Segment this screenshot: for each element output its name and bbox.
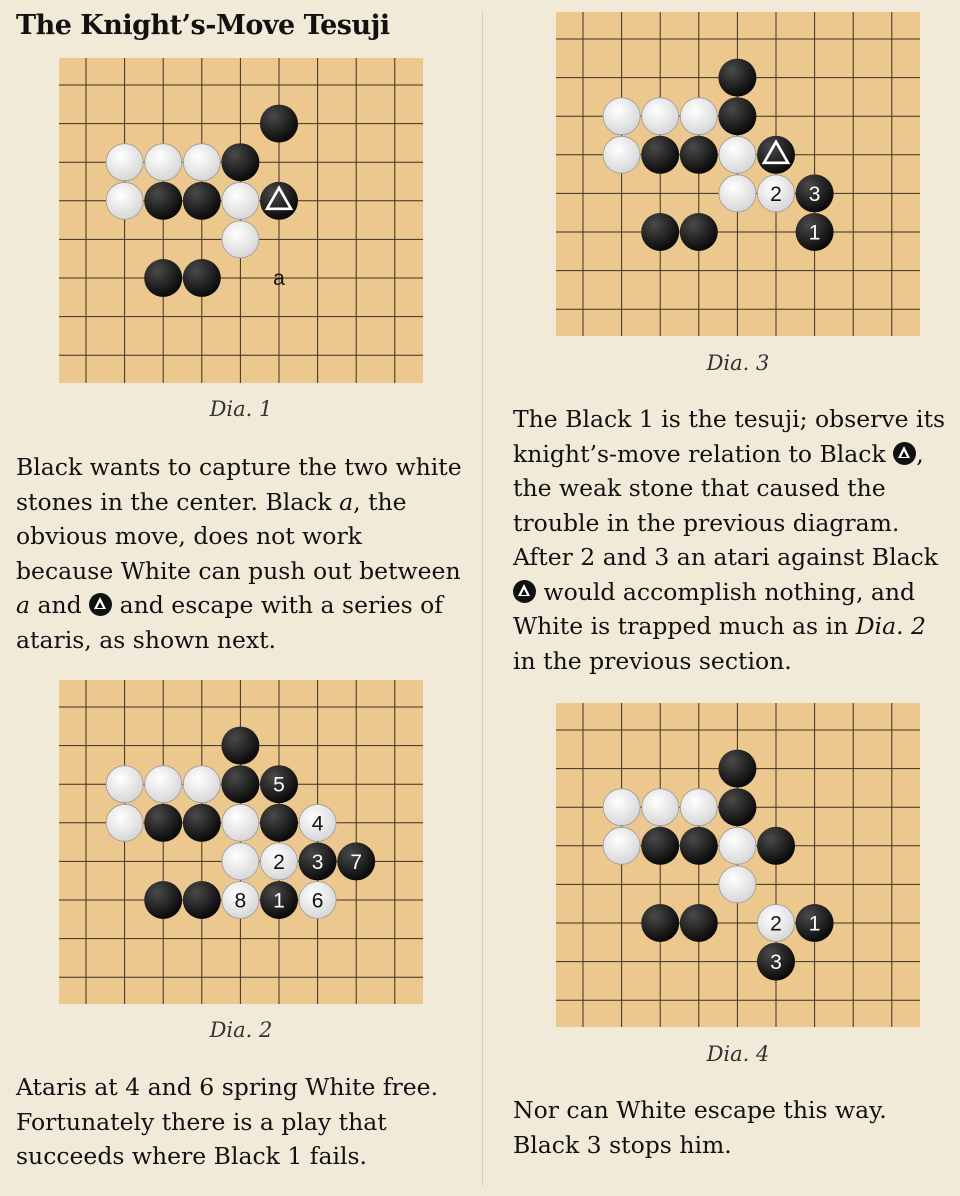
white-stone	[106, 804, 143, 841]
caption-dia-4: Dia. 4	[706, 1042, 770, 1066]
white-stone	[106, 144, 143, 181]
black-stone	[144, 182, 182, 220]
p1-text-d: and escape with a series of ataris, as shown next.	[16, 591, 444, 654]
white-stone	[106, 182, 143, 219]
move-number: 1	[808, 221, 821, 245]
black-stone	[299, 842, 337, 880]
black-stone	[680, 904, 718, 942]
go-board-dia-3	[556, 12, 920, 336]
move-number: 5	[273, 773, 285, 797]
black-stone	[641, 213, 679, 251]
white-stone	[222, 182, 259, 219]
black-stone	[260, 881, 298, 919]
black-stone	[221, 143, 259, 181]
black-stone	[641, 904, 679, 942]
move-number: 3	[808, 182, 821, 206]
black-stone	[718, 59, 756, 97]
white-stone	[299, 804, 336, 841]
black-stone	[221, 765, 259, 803]
black-stone	[757, 943, 795, 981]
paragraph-1	[16, 450, 466, 657]
white-stone	[222, 804, 259, 841]
paragraph-4: Nor can White escape this way. Black 3 stops him.	[513, 1096, 887, 1159]
white-stone	[145, 144, 182, 181]
white-stone	[222, 221, 259, 258]
triangle-black-stone-icon	[893, 442, 916, 465]
black-stone	[718, 750, 756, 788]
triangle-black-stone-icon	[89, 593, 112, 616]
black-stone	[718, 97, 756, 135]
go-board-dia-2	[59, 680, 423, 1004]
white-stone	[719, 136, 756, 173]
white-stone	[680, 789, 717, 826]
black-stone	[796, 174, 834, 212]
white-stone	[642, 98, 679, 135]
p3-text-a: The Black 1 is the tesuji; observe its knight’s-move relation to Black	[513, 405, 946, 468]
black-stone	[680, 136, 718, 174]
caption-dia-1: Dia. 1	[209, 397, 273, 421]
go-board-dia-4	[556, 703, 920, 1027]
black-stone	[260, 182, 298, 220]
white-stone	[106, 766, 143, 803]
white-stone	[719, 827, 756, 864]
white-stone	[222, 843, 259, 880]
move-number: 3	[770, 951, 782, 975]
move-number: 7	[350, 850, 363, 874]
p1-italic-a: a	[339, 487, 354, 516]
black-stone	[796, 213, 834, 251]
point-letter: a	[273, 267, 285, 290]
black-stone	[144, 804, 182, 842]
black-stone	[337, 842, 375, 880]
white-stone	[261, 843, 298, 880]
move-number: 1	[808, 912, 821, 936]
black-stone	[680, 827, 718, 865]
white-stone	[222, 882, 259, 919]
move-number: 1	[273, 889, 285, 913]
p3-text-d: in the previous section.	[513, 646, 792, 675]
move-number: 4	[311, 812, 324, 836]
black-stone	[183, 259, 221, 297]
white-stone	[680, 98, 717, 135]
page-title: The Knight’s-Move Tesuji	[16, 10, 390, 41]
move-number: 2	[770, 912, 782, 936]
p1-italic-b: a	[16, 591, 31, 619]
move-number: 2	[273, 850, 285, 874]
white-stone	[603, 98, 640, 135]
p3-text-b: , the weak stone that caused the trouble in the previous diagram. After 2 and 3 an atari against Black	[513, 439, 938, 571]
paragraph-2: Ataris at 4 and 6 spring White free. Fortunately there is a play that succeeds where Black 1 fails.	[16, 1073, 439, 1170]
p3-italic-c: Dia. 2	[855, 612, 926, 640]
board-svg-2	[59, 680, 423, 1004]
black-stone	[641, 136, 679, 174]
p3-text-c: would accomplish nothing, and White is trapped much as in	[513, 577, 916, 640]
white-stone	[603, 789, 640, 826]
black-stone	[183, 182, 221, 220]
black-stone	[144, 881, 182, 919]
black-stone	[144, 259, 182, 297]
black-stone	[757, 136, 795, 174]
black-stone	[796, 904, 834, 942]
move-number: 8	[234, 889, 247, 913]
white-stone	[719, 866, 756, 903]
white-stone	[603, 136, 640, 173]
column-divider	[482, 10, 483, 1186]
white-stone	[183, 766, 220, 803]
white-stone	[642, 789, 679, 826]
caption-dia-2: Dia. 2	[209, 1018, 273, 1042]
black-stone	[260, 804, 298, 842]
black-stone	[260, 105, 298, 143]
white-stone	[758, 905, 795, 942]
move-number: 3	[311, 850, 324, 874]
board-svg-1	[59, 58, 423, 383]
white-stone	[299, 882, 336, 919]
move-number: 2	[770, 182, 782, 206]
white-stone	[758, 175, 795, 212]
board-grid	[59, 58, 423, 383]
black-stone	[680, 213, 718, 251]
black-stone	[183, 881, 221, 919]
paragraph-3	[513, 402, 953, 678]
black-stone	[183, 804, 221, 842]
white-stone	[145, 766, 182, 803]
black-stone	[260, 765, 298, 803]
white-stone	[183, 144, 220, 181]
p1-text-b: , the obvious move, does not work because White can push out between	[16, 487, 461, 585]
move-number: 6	[311, 889, 324, 913]
go-board-dia-1	[59, 58, 423, 383]
caption-dia-3: Dia. 3	[706, 351, 770, 375]
black-stone	[221, 727, 259, 765]
p1-text-c: and	[30, 591, 90, 619]
board-svg-4	[556, 703, 920, 1027]
white-stone	[719, 175, 756, 212]
white-stone	[603, 827, 640, 864]
black-stone	[718, 788, 756, 826]
triangle-black-stone-icon	[513, 580, 536, 603]
p1-text-a: Black wants to capture the two white stones in the center. Black	[16, 453, 462, 516]
board-svg-3	[556, 12, 920, 336]
black-stone	[757, 827, 795, 865]
black-stone	[641, 827, 679, 865]
